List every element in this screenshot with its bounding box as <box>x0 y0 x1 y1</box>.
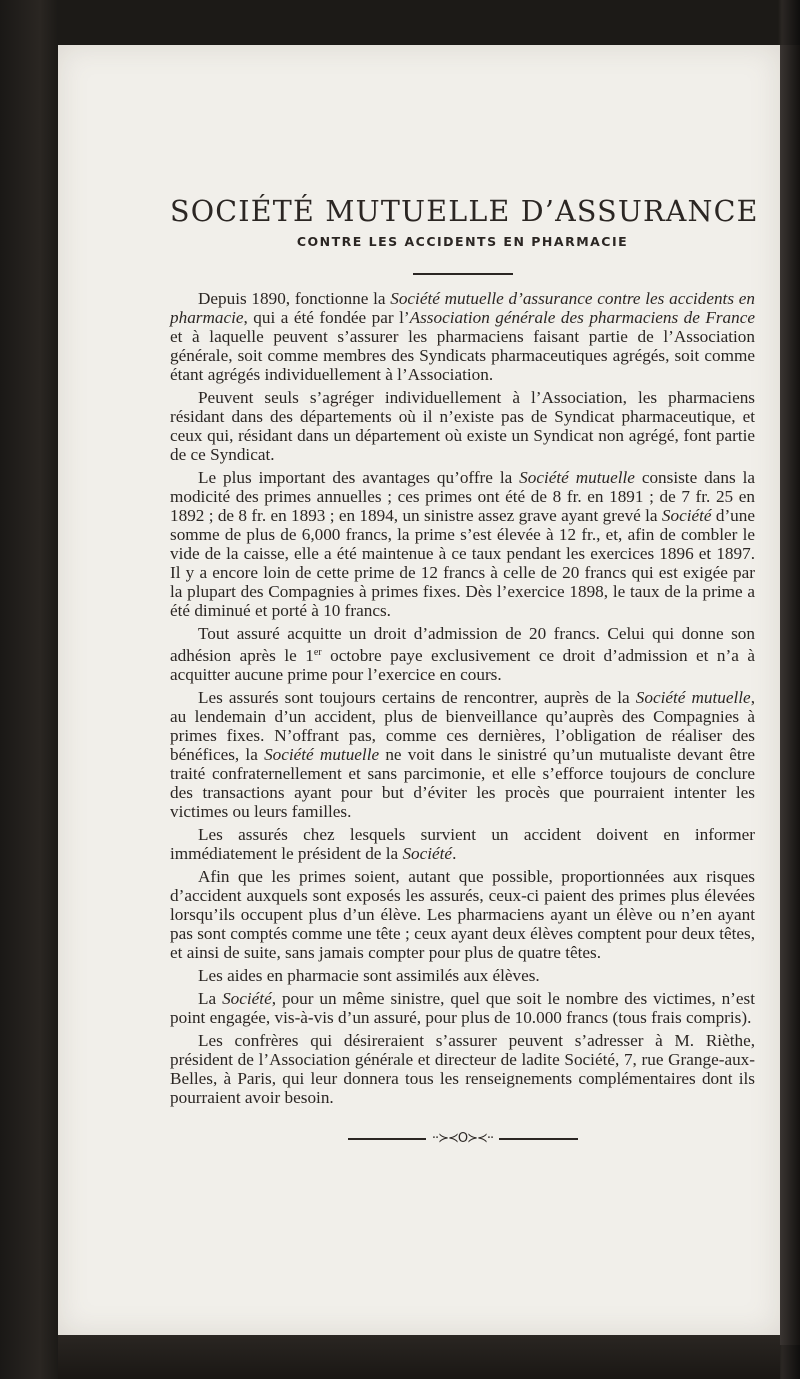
document-title: SOCIÉTÉ MUTUELLE D’ASSURANCE <box>170 195 759 228</box>
ornament-rule-left <box>348 1138 426 1140</box>
page-bottom-shadow <box>58 1335 780 1379</box>
italic-run: Société mutuelle d’assurance contre les accidents en pharmacie <box>170 289 755 327</box>
text-run: ne voit dans le sinistré qu’un mutualiste devant être traité confraternellement et sans parcimonie, et elle s’efforce toujours de conclure des transactions ayant pour but d’éviter les procès que pourraient intenter les victimes ou leurs familles. <box>170 745 755 821</box>
paragraph <box>170 624 755 684</box>
paragraph <box>170 289 755 384</box>
paragraph <box>170 966 755 985</box>
text-run: octobre paye exclusivement ce droit d’admission et n’a à acquitter aucune prime pour l’exercice en cours. <box>170 646 755 684</box>
italic-run: Société mutuelle <box>264 745 380 764</box>
text-run: Peuvent seuls s’agréger individuellement à l’Association, les pharmaciens résidant dans des départements où il n’existe pas de Syndicat pharmaceutique, et ceux qui, résidant dans un département où existe un Syndicat non agrégé, font partie de ce Syndicat. <box>170 388 755 464</box>
paragraph <box>170 468 755 620</box>
italic-run: Société <box>402 844 453 863</box>
text-run: Les confrères qui désireraient s’assurer peuvent s’adresser à M. Rièthe, président de l’Association générale et directeur de ladite Société, 7, rue Grange-aux-Belles, à Paris, qui leur donnera tous les renseignements complémentaires dont ils pourraient avoir besoin. <box>170 1031 755 1107</box>
italic-run: Association générale des pharmaciens de France <box>409 308 755 327</box>
text-run: Les assurés sont toujours certains de rencontrer, auprès de la <box>198 688 636 707</box>
paragraph <box>170 1031 755 1107</box>
article <box>170 195 759 1146</box>
page-edge <box>780 45 800 1345</box>
text-run: Les assurés chez lesquels survient un accident doivent en informer immédiatement le président de la <box>170 825 755 863</box>
ornament-glyph: ··≻≺O≻≺·· <box>431 1131 494 1146</box>
text-run: . <box>452 844 457 863</box>
italic-run: Société mutuelle <box>519 468 635 487</box>
text-run: , qui a été fondée par l’ <box>243 308 410 327</box>
paragraph <box>170 825 755 863</box>
text-run: , pour un même sinistre, quel que soit le nombre des victimes, n’est point engagée, vis-à-vis d’un assuré, pour plus de 10.000 francs (tous frais compris). <box>170 989 755 1027</box>
italic-run: Société mutuelle <box>635 688 751 707</box>
ornament-rule-right <box>499 1138 577 1140</box>
text-run: Tout assuré acquitte un droit d’admission de 20 francs. Celui qui donne son adhésion après le 1 <box>170 624 755 665</box>
document-subtitle: CONTRE LES ACCIDENTS EN PHARMACIE <box>296 234 629 249</box>
text-run: Depuis 1890, fonctionne la <box>198 289 391 308</box>
text-run: d’une somme de plus de 6,000 francs, la prime s’est élevée à 12 fr., et, afin de combler le vide de la caisse, elle a été maintenue à ce taux pendant les exercices 1896 et 1897. Il y a encore loin de cette prime de 12 francs à celle de 20 francs qui est exigée par la plupart des Compagnies à primes fixes. Dès l’exercice 1898, le taux de la prime a été diminué et porté à 10 francs. <box>170 506 755 620</box>
text-run: Afin que les primes soient, autant que possible, proportionnées aux risques d’accident auxquels sont exposés les assurés, ceux-ci paient des primes plus élevées lorsqu’ils occupent plus d’un élève. Les pharmaciens ayant un élève ou n’en ayant pas sont comptés comme une tête ; ceux ayant deux élèves comptent pour deux têtes, et ainsi de suite, sans jamais compter pour plus de quatre têtes. <box>170 867 755 962</box>
italic-run: Société <box>222 989 272 1008</box>
text-run: Les aides en pharmacie sont assimilés aux élèves. <box>198 966 540 985</box>
text-run: La <box>198 989 223 1008</box>
end-ornament <box>348 1131 578 1146</box>
paragraph <box>170 989 755 1027</box>
text-run: consiste dans la modicité des primes annuelles ; ces primes ont été de 8 fr. en 1891 ; de 7 fr. 25 en 1892 ; de 8 fr. en 1893 ; en 1894, un sinistre assez grave ayant grevé la <box>170 468 755 525</box>
text-run: et à laquelle peuvent s’assurer les pharmaciens faisant partie de l’Association générale, soit comme membres des Syndicats pharmaceutiques agrégés, soit comme étant agrégés individuellement à l’Association. <box>170 327 755 384</box>
body-text <box>170 289 755 1107</box>
text-run: , au lendemain d’un accident, plus de bienveillance qu’auprès des Compagnies à primes fixes. N’offrant pas, comme ces dernières, l’obligation de réaliser des bénéfices, la <box>170 688 755 764</box>
paragraph <box>170 688 755 821</box>
italic-run: Société <box>661 506 712 525</box>
paragraph <box>170 867 755 962</box>
superscript-run: er <box>313 647 322 658</box>
title-divider <box>413 273 513 275</box>
paragraph <box>170 388 755 464</box>
text-run: Le plus important des avantages qu’offre la <box>198 468 520 487</box>
